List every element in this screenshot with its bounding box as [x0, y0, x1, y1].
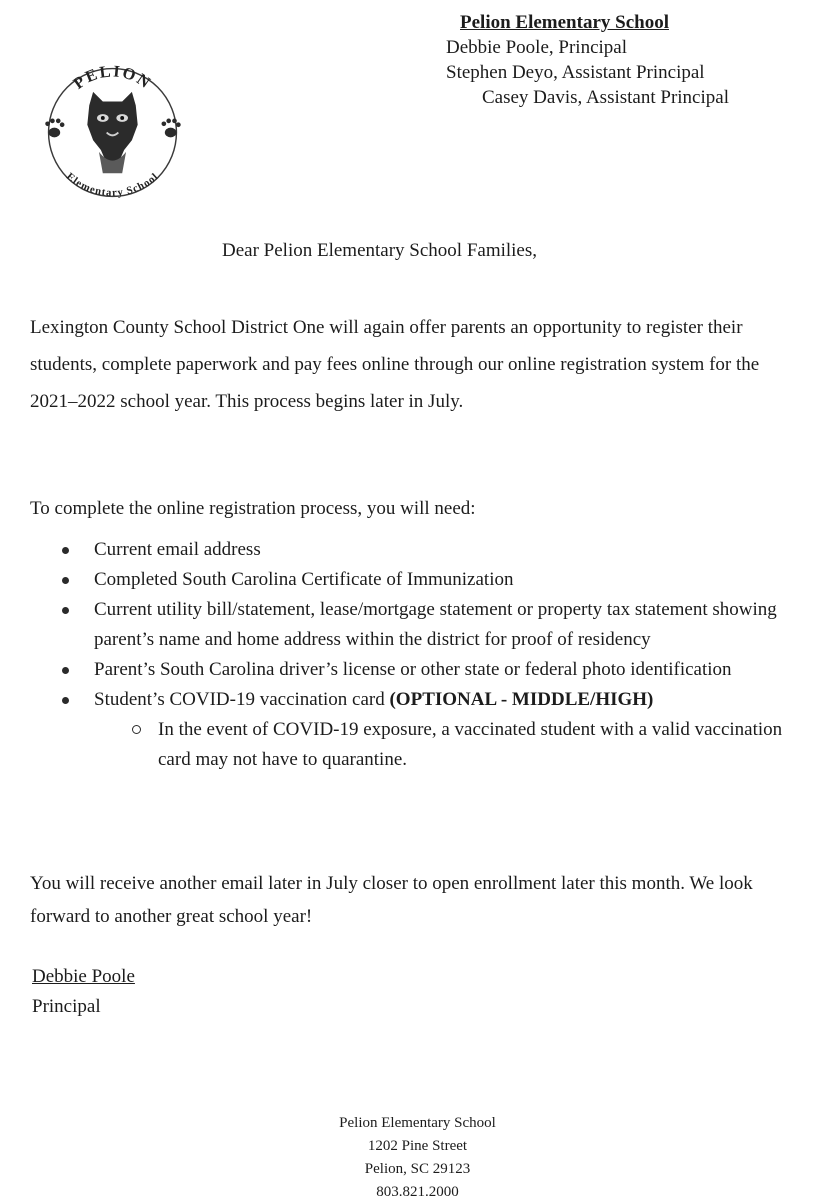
- letterhead-assistant-principal-1: Stephen Deyo, Assistant Principal: [446, 62, 705, 83]
- list-item: Current utility bill/statement, lease/mortgage statement or property tax statement showing parent’s name and home address within the district for proof of residency: [30, 595, 810, 655]
- svg-text:PELION: [69, 61, 155, 93]
- letterhead-assistant-principal-2: Casey Davis, Assistant Principal: [482, 87, 729, 108]
- covid-card-optional-note: (OPTIONAL - MIDDLE/HIGH): [389, 689, 654, 710]
- list-item: Current email address: [30, 535, 810, 565]
- panther-icon: [87, 92, 137, 173]
- paw-print-icon: [162, 119, 181, 138]
- requirements-intro: To complete the online registration process, you will need:: [30, 498, 476, 519]
- logo-top-text: PELION: [69, 61, 156, 93]
- svg-text:Elementary School: [64, 171, 161, 199]
- signature-title: Principal: [32, 996, 101, 1017]
- list-item-covid-card: [30, 685, 810, 775]
- footer-phone: 803.821.2000: [376, 1184, 459, 1200]
- covid-sublist: [94, 715, 810, 775]
- list-item: Parent’s South Carolina driver’s license or other state or federal photo identification: [30, 655, 810, 685]
- requirements-list: [30, 535, 810, 775]
- footer-city: Pelion, SC 29123: [364, 1161, 471, 1177]
- logo-bottom-text: Elementary School: [63, 171, 162, 199]
- letter-paragraph-registration: Lexington County School District One will again offer parents an opportunity to register their students, complete paperwork and pay fees online through our online registration system for the 2021–2022 school year. This process begins later in July.: [30, 317, 760, 412]
- letter-greeting: Dear Pelion Elementary School Families,: [222, 240, 538, 261]
- list-item: Completed South Carolina Certificate of Immunization: [30, 565, 810, 595]
- school-logo: [35, 55, 190, 210]
- letter-closing-paragraph: You will receive another email later in July closer to open enrollment later this month. We look forward to another great school year!: [30, 873, 753, 927]
- footer-school-name: Pelion Elementary School: [339, 1115, 496, 1131]
- letterhead-principal: Debbie Poole, Principal: [446, 37, 627, 58]
- footer-address: [0, 1112, 835, 1204]
- sub-list-item: In the event of COVID-19 exposure, a vaccinated student with a valid vaccination card may not have to quarantine.: [94, 715, 810, 775]
- covid-card-text: Student’s COVID-19 vaccination card: [94, 689, 390, 710]
- signature-name: Debbie Poole: [32, 966, 135, 987]
- letterhead-school-name: Pelion Elementary School: [460, 12, 669, 33]
- footer-street: 1202 Pine Street: [367, 1138, 468, 1154]
